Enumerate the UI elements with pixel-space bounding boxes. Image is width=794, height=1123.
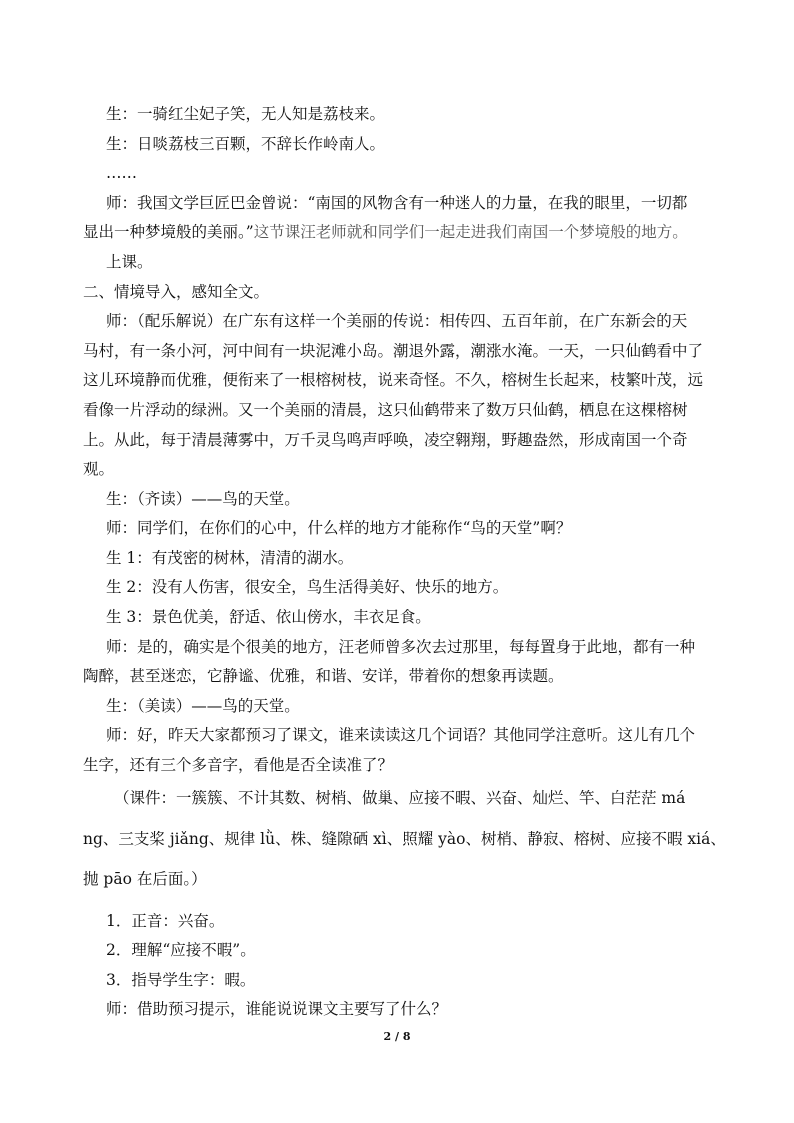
- text-segment: 显出一种梦境般的美丽。”: [83, 223, 254, 241]
- text-line: 师：好，昨天大家都预习了课文，谁来读读这几个词语？其他同学注意听。这儿有几个: [106, 726, 696, 744]
- page-number: 2 / 8: [383, 1030, 411, 1043]
- text-line: 生：日啖荔枝三百颗，不辞长作岭南人。: [106, 135, 386, 153]
- text-line: 生：（美读）——鸟的天堂。: [106, 697, 300, 715]
- list-item: 3．指导学生字：暇。: [106, 971, 256, 989]
- section-heading: 二、情境导入，感知全文。: [83, 283, 270, 301]
- text-line: （课件：一簇簇、不计其数、树梢、做巢、应接不暇、兴奋、灿烂、竿、白茫茫 má: [114, 789, 686, 807]
- text-line: ng、三支桨 jiǎng、规律 lǜ、株、缝隙硒 xì、照耀 yào、树梢、静寂、榕树、应接不暇 xiá、: [83, 830, 726, 848]
- text-line: 观。: [83, 460, 115, 478]
- text-segment: 这节课汪老师就和同学们一起走进我们南国一个梦境般的地方。: [253, 223, 688, 241]
- text-line: 这儿环境静而优雅，便衔来了一根榕树枝，说来奇怪。不久，榕树生长起来，枝繁叶茂，远: [83, 371, 704, 389]
- text-line: 师：是的，确实是个很美的地方，汪老师曾多次去过那里，每每置身于此地，都有一种: [106, 638, 696, 656]
- text-line: 生 1：有茂密的树林，清清的湖水。: [106, 549, 354, 567]
- text-line: 生字，还有三个多音字，看他是否全读准了？: [83, 756, 394, 774]
- text-line: 生 2：没有人伤害，很安全，鸟生活得美好、快乐的地方。: [106, 578, 509, 596]
- text-line: 抛 pāo 在后面。）: [83, 870, 207, 888]
- text-line: 马村，有一条小河，河中间有一块泥滩小岛。潮退外露，潮涨水淹。一天，一只仙鹤看中了: [83, 342, 704, 360]
- text-line: 师：（配乐解说）在广东有这样一个美丽的传说：相传四、五百年前，在广东新会的天: [106, 312, 688, 330]
- text-line: 生 3：景色优美，舒适、依山傍水，丰衣足食。: [106, 608, 431, 626]
- text-line: 陶醉，甚至迷恋，它静谧、优雅，和谐、安详，带着你的想象再读题。: [83, 667, 564, 685]
- text-line: 师：我国文学巨匠巴金曾说：“南国的风物含有一种迷人的力量，在我的眼里，一切都: [106, 194, 688, 212]
- text-line: [83, 222, 794, 242]
- text-line: 生：一骑红尘妃子笑，无人知是荔枝来。: [106, 105, 386, 123]
- text-line: 上。从此，每于清晨薄雾中，万千灵鸟鸣声呼唤，凌空翱翔，野趣盎然，形成南国一个奇: [83, 431, 688, 449]
- list-item: 2．理解“应接不暇”。: [106, 941, 256, 959]
- text-line: 师：同学们，在你们的心中，什么样的地方才能称作“鸟的天堂”啊？: [106, 519, 572, 537]
- list-item: 1．正音：兴奋。: [106, 912, 225, 930]
- text-line: ……: [106, 164, 137, 182]
- text-line: 生：（齐读）——鸟的天堂。: [106, 490, 300, 508]
- text-line: 师：借助预习提示，谁能说说课文主要写了什么？: [106, 1000, 448, 1018]
- text-line: 看像一片浮动的绿洲。又一个美丽的清晨，这只仙鹤带来了数万只仙鹤，栖息在这棵榕树: [83, 401, 688, 419]
- text-line: 上课。: [106, 253, 153, 271]
